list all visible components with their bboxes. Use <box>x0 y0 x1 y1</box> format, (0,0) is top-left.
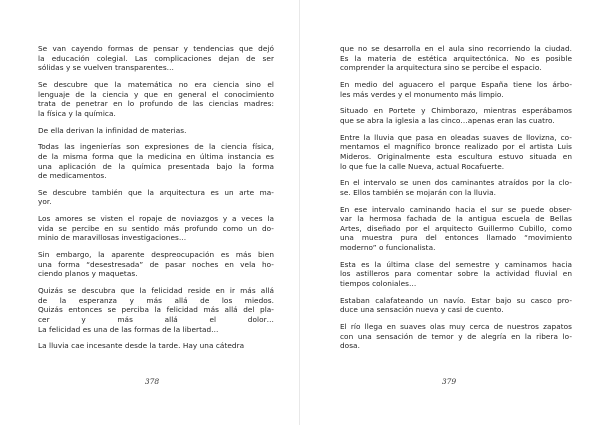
paragraph <box>38 126 274 136</box>
text-line: La felicidad es una de las formas de la libertad… <box>38 324 219 334</box>
text-line: Situado en Portete y Chimborazo, mientras esperábamos <box>340 106 572 116</box>
paragraph <box>340 133 572 171</box>
text-line: les más verdes y el monumento más limpio. <box>340 89 504 99</box>
text-line: En medio del aguacero el parque España tiene los árbo- <box>340 79 572 89</box>
text-line: cer y más allá el dolor… <box>38 314 274 324</box>
paragraph <box>340 44 572 73</box>
paragraph <box>38 341 274 351</box>
text-line: Quizás se descubra que la felicidad reside en ir más allá <box>38 286 274 296</box>
paragraph <box>38 250 274 279</box>
text-line: ciendo planos y maquetas. <box>38 269 138 279</box>
text-line: comprender la arquitectura sino se percibe el espacio. <box>340 63 542 73</box>
text-line: Estaban calafateando un navío. Estar bajo su casco pro- <box>340 295 572 305</box>
text-line: Los amores se visten el ropaje de noviazgos y a veces la <box>38 214 274 224</box>
text-line: dosa. <box>340 341 360 351</box>
paragraph <box>340 322 572 351</box>
text-line: con una sensación de temor y de alegría en la ribera lo- <box>340 331 572 341</box>
text-line: var la hermosa fachada de la antigua escuela de Bellas <box>340 214 572 224</box>
paragraph <box>38 44 274 73</box>
text-line: minio de maravillosas investigaciones… <box>38 233 187 243</box>
text-line: de la misma forma que la medicina en última instancia es <box>38 151 274 161</box>
text-line: duce una sensación nueva y casi de cuento. <box>340 305 504 315</box>
text-line: Todas las ingenierías son expresiones de la ciencia física, <box>38 142 274 152</box>
right-page-body <box>340 44 572 358</box>
paragraph <box>340 80 572 99</box>
text-line: lenguaje de la ciencia y que en general el conocimiento <box>38 89 274 99</box>
text-line: Se van cayendo formas de pensar y tendencias que dejó <box>38 44 274 53</box>
right-page-number: 379 <box>441 377 457 386</box>
paragraph <box>38 214 274 243</box>
text-line: una aplicación de la química presentada bajo la forma <box>38 161 274 171</box>
text-line: Entre la lluvia que pasa en oleadas suaves de llovizna, co- <box>340 132 572 142</box>
text-line: Se descubre que la matemática no era ciencia sino el <box>38 79 274 89</box>
text-line: moderno” o funcionalista. <box>340 243 436 253</box>
left-page-body <box>38 44 274 358</box>
text-line: lo que fue la calle Nueva, actual Rocafuerte. <box>340 161 505 171</box>
text-line: sólidas y se vuelven transparentes… <box>38 63 175 73</box>
text-line: La lluvia cae incesante desde la tarde. Hay una cátedra <box>38 341 245 351</box>
text-line: Esta es la última clase del semestre y caminamos hacia <box>340 259 572 269</box>
text-line: tiempos coloniales… <box>340 279 417 288</box>
paragraph <box>340 106 572 125</box>
paragraph <box>38 286 274 334</box>
text-line: la educación colegial. Las complicaciones dejan de ser <box>38 53 274 63</box>
text-line: se. Ellos también se mojarán con la lluvia. <box>340 187 497 197</box>
text-line: En el intervalo se unen dos caminantes atraídos por la clo- <box>340 178 572 188</box>
text-line: de la esperanza y más allá de los miedos. <box>38 295 274 305</box>
text-line: Sin embargo, la aparente despreocupación es más bien <box>38 250 274 260</box>
paragraph <box>38 188 274 207</box>
text-line: vida se percibe en su sentido más profundo como un do- <box>38 223 274 233</box>
paragraph <box>340 296 572 315</box>
text-line: la física y la química. <box>38 108 116 118</box>
right-page <box>300 0 600 425</box>
text-line: Se descubre también que la arquitectura es un arte ma- <box>38 187 274 197</box>
text-line: mentamos el magnífico bronce realizado por el artista Luis <box>340 142 572 152</box>
text-line: De ella derivan la infinidad de materias. <box>38 125 187 135</box>
text-line: los astilleros para comentar sobre la actividad fluvial en <box>340 269 572 279</box>
text-line: trata de penetrar en lo profundo de las ciencias madres: <box>38 99 274 109</box>
paragraph <box>340 178 572 197</box>
text-line: de medicamentos. <box>38 171 107 181</box>
paragraph <box>340 260 572 289</box>
text-line: que no se desarrolla en el aula sino recorriendo la ciudad. <box>340 44 572 53</box>
text-line: yor. <box>38 197 52 207</box>
paragraph <box>38 142 274 180</box>
text-line: Artes, diseñado por el arquitecto Guillermo Cubillo, como <box>340 223 572 233</box>
text-line: Quizás entonces se perciba la felicidad más allá del pla- <box>38 305 274 315</box>
paragraph <box>340 205 572 253</box>
text-line: Mideros. Originalmente esta escultura estuvo situada en <box>340 151 572 161</box>
text-line: El río llega en suaves olas muy cerca de nuestros zapatos <box>340 322 572 332</box>
text-line: Es la materia de estética arquitectónica. No es posible <box>340 53 572 63</box>
left-page-number: 378 <box>144 377 160 386</box>
text-line: una forma “desestresada” de pasar noches en vela ho- <box>38 259 274 269</box>
text-line: una muestra pura del entonces llamado “movimiento <box>340 233 572 243</box>
text-line: que se abra la iglesia a las cinco…apenas eran las cuatro. <box>340 115 555 125</box>
text-line: En ese intervalo caminando hacia el sur se puede obser- <box>340 204 572 214</box>
paragraph <box>38 80 274 118</box>
